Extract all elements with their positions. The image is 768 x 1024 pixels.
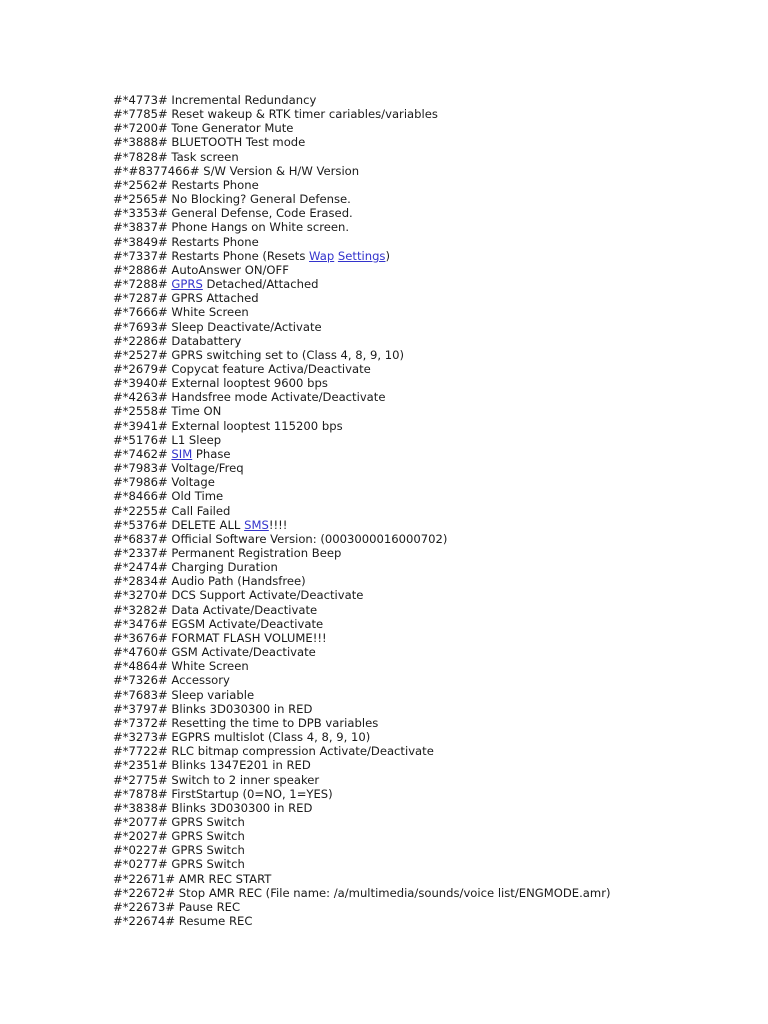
entry-text: #*7722# RLC bitmap compression Activate/Deactivate: [113, 744, 434, 759]
entry-text: #*3849# Restarts Phone: [113, 234, 259, 249]
entry-text: #*5376# DELETE ALL: [113, 517, 245, 532]
entry-text: #*7287# GPRS Attached: [113, 291, 259, 306]
inline-link[interactable]: Wap: [309, 248, 335, 263]
entry-text: #*7983# Voltage/Freq: [113, 461, 244, 476]
code-entry: [113, 107, 611, 121]
code-entry: [113, 320, 611, 334]
code-entry: [113, 744, 611, 758]
code-entry: [113, 291, 611, 305]
code-entry: [113, 872, 611, 886]
code-entry: [113, 801, 611, 815]
inline-link[interactable]: Settings: [337, 248, 386, 263]
code-entry: [113, 546, 611, 560]
code-entry: [113, 843, 611, 857]
code-entry: [113, 121, 611, 135]
entry-text: #*3941# External looptest 115200 bps: [113, 418, 343, 433]
entry-text: !!!!: [268, 517, 288, 532]
entry-text: #*2351# Blinks 1347E201 in RED: [113, 758, 311, 773]
entry-text: #*7828# Task screen: [113, 149, 239, 164]
code-entry: [113, 334, 611, 348]
entry-text: #*7693# Sleep Deactivate/Activate: [113, 319, 322, 334]
entry-text: #*22671# AMR REC START: [113, 871, 272, 886]
code-entry: [113, 815, 611, 829]
code-entry: [113, 150, 611, 164]
entry-text: #*3797# Blinks 3D030300 in RED: [113, 701, 313, 716]
entry-text: #*3837# Phone Hangs on White screen.: [113, 220, 350, 235]
entry-text: #*3273# EGPRS multislot (Class 4, 8, 9, 10): [113, 730, 371, 745]
code-entry: [113, 857, 611, 871]
entry-text: #*7785# Reset wakeup & RTK timer cariables/variables: [113, 107, 438, 122]
entry-text: #*2337# Permanent Registration Beep: [113, 546, 342, 560]
code-entry: [113, 532, 611, 546]
entry-text: ): [385, 248, 391, 263]
code-entry: [113, 164, 611, 178]
entry-text: #*7666# White Screen: [113, 305, 249, 320]
inline-link[interactable]: SIM: [171, 446, 193, 461]
entry-text: #*7986# Voltage: [113, 475, 215, 490]
entry-text: Phase: [192, 446, 231, 461]
code-list: [113, 93, 611, 928]
code-entry: [113, 220, 611, 234]
entry-text: #*8466# Old Time: [113, 489, 224, 504]
entry-text: #*0227# GPRS Switch: [113, 843, 245, 858]
code-entry: [113, 376, 611, 390]
code-entry: [113, 886, 611, 900]
code-entry: [113, 730, 611, 744]
code-entry: [113, 673, 611, 687]
code-entry: [113, 688, 611, 702]
code-entry: [113, 617, 611, 631]
entry-text: #*22672# Stop AMR REC (File name: /a/multimedia/sounds/voice list/ENGMODE.amr): [113, 885, 611, 900]
code-entry: [113, 305, 611, 319]
entry-text: Detached/Attached: [202, 277, 319, 292]
entry-text: #*3676# FORMAT FLASH VOLUME!!!: [113, 630, 327, 645]
entry-text: #*7337# Restarts Phone (Resets: [113, 248, 310, 263]
entry-text: #*7462#: [113, 446, 172, 461]
entry-text: #*#8377466# S/W Version & H/W Version: [113, 163, 360, 178]
code-entry: [113, 659, 611, 673]
code-entry: [113, 235, 611, 249]
code-entry: [113, 461, 611, 475]
entry-text: #*2027# GPRS Switch: [113, 829, 245, 844]
entry-text: #*2565# No Blocking? General Defense.: [113, 192, 351, 207]
code-entry: [113, 447, 611, 461]
entry-text: #*4263# Handsfree mode Activate/Deactivate: [113, 390, 386, 405]
code-entry: [113, 914, 611, 928]
entry-text: #*2562# Restarts Phone: [113, 177, 259, 192]
entry-text: #*0277# GPRS Switch: [113, 857, 245, 872]
code-entry: [113, 475, 611, 489]
entry-text: #*7200# Tone Generator Mute: [113, 121, 294, 136]
code-entry: [113, 829, 611, 843]
code-entry: [113, 787, 611, 801]
entry-text: #*7683# Sleep variable: [113, 687, 255, 702]
code-entry: [113, 716, 611, 730]
code-entry: [113, 560, 611, 574]
code-entry: [113, 504, 611, 518]
entry-text: #*4864# White Screen: [113, 659, 249, 674]
entry-text: #*7288#: [113, 277, 172, 292]
code-entry: [113, 588, 611, 602]
entry-text: #*2474# Charging Duration: [113, 560, 278, 575]
entry-text: #*6837# Official Software Version: (0003000016000702): [113, 531, 448, 546]
entry-text: #*4773# Incremental Redundancy: [113, 93, 317, 107]
code-entry: [113, 645, 611, 659]
entry-text: #*3353# General Defense, Code Erased.: [113, 206, 353, 221]
entry-text: #*2775# Switch to 2 inner speaker: [113, 772, 320, 787]
code-entry: [113, 206, 611, 220]
entry-text: #*7372# Resetting the time to DPB variables: [113, 715, 379, 730]
code-entry: [113, 631, 611, 645]
code-entry: [113, 362, 611, 376]
code-entry: [113, 178, 611, 192]
entry-text: #*3838# Blinks 3D030300 in RED: [113, 800, 313, 815]
entry-text: #*7326# Accessory: [113, 673, 230, 688]
entry-text: #*7878# FirstStartup (0=NO, 1=YES): [113, 786, 333, 801]
code-entry: [113, 518, 611, 532]
code-entry: [113, 93, 611, 107]
code-entry: [113, 702, 611, 716]
entry-text: #*3270# DCS Support Activate/Deactivate: [113, 588, 364, 603]
entry-text: #*4760# GSM Activate/Deactivate: [113, 645, 316, 660]
entry-text: #*5176# L1 Sleep: [113, 432, 222, 447]
entry-text: #*22674# Resume REC: [113, 914, 253, 929]
code-entry: [113, 773, 611, 787]
entry-text: #*3282# Data Activate/Deactivate: [113, 602, 318, 617]
inline-link[interactable]: SMS: [244, 517, 269, 532]
code-entry: [113, 433, 611, 447]
entry-text: #*3888# BLUETOOTH Test mode: [113, 135, 306, 150]
entry-text: #*3940# External looptest 9600 bps: [113, 376, 328, 391]
code-entry: [113, 277, 611, 291]
entry-text: #*2558# Time ON: [113, 404, 222, 419]
code-entry: [113, 758, 611, 772]
code-entry: [113, 603, 611, 617]
entry-text: #*3476# EGSM Activate/Deactivate: [113, 616, 324, 631]
entry-text: #*2527# GPRS switching set to (Class 4, 8, 9, 10): [113, 347, 405, 362]
entry-text: #*2286# Databattery: [113, 333, 242, 348]
code-entry: [113, 192, 611, 206]
code-entry: [113, 574, 611, 588]
code-entry: [113, 249, 611, 263]
entry-text: #*2834# Audio Path (Handsfree): [113, 574, 306, 589]
code-entry: [113, 404, 611, 418]
entry-text: #*2679# Copycat feature Activa/Deactivate: [113, 361, 371, 376]
code-entry: [113, 135, 611, 149]
code-entry: [113, 900, 611, 914]
code-entry: [113, 419, 611, 433]
code-entry: [113, 348, 611, 362]
code-entry: [113, 263, 611, 277]
entry-text: #*22673# Pause REC: [113, 899, 241, 914]
inline-link[interactable]: GPRS: [171, 277, 203, 292]
code-entry: [113, 489, 611, 503]
entry-text: #*2255# Call Failed: [113, 503, 231, 518]
entry-text: #*2886# AutoAnswer ON/OFF: [113, 262, 289, 277]
entry-text: #*2077# GPRS Switch: [113, 814, 245, 829]
code-entry: [113, 390, 611, 404]
